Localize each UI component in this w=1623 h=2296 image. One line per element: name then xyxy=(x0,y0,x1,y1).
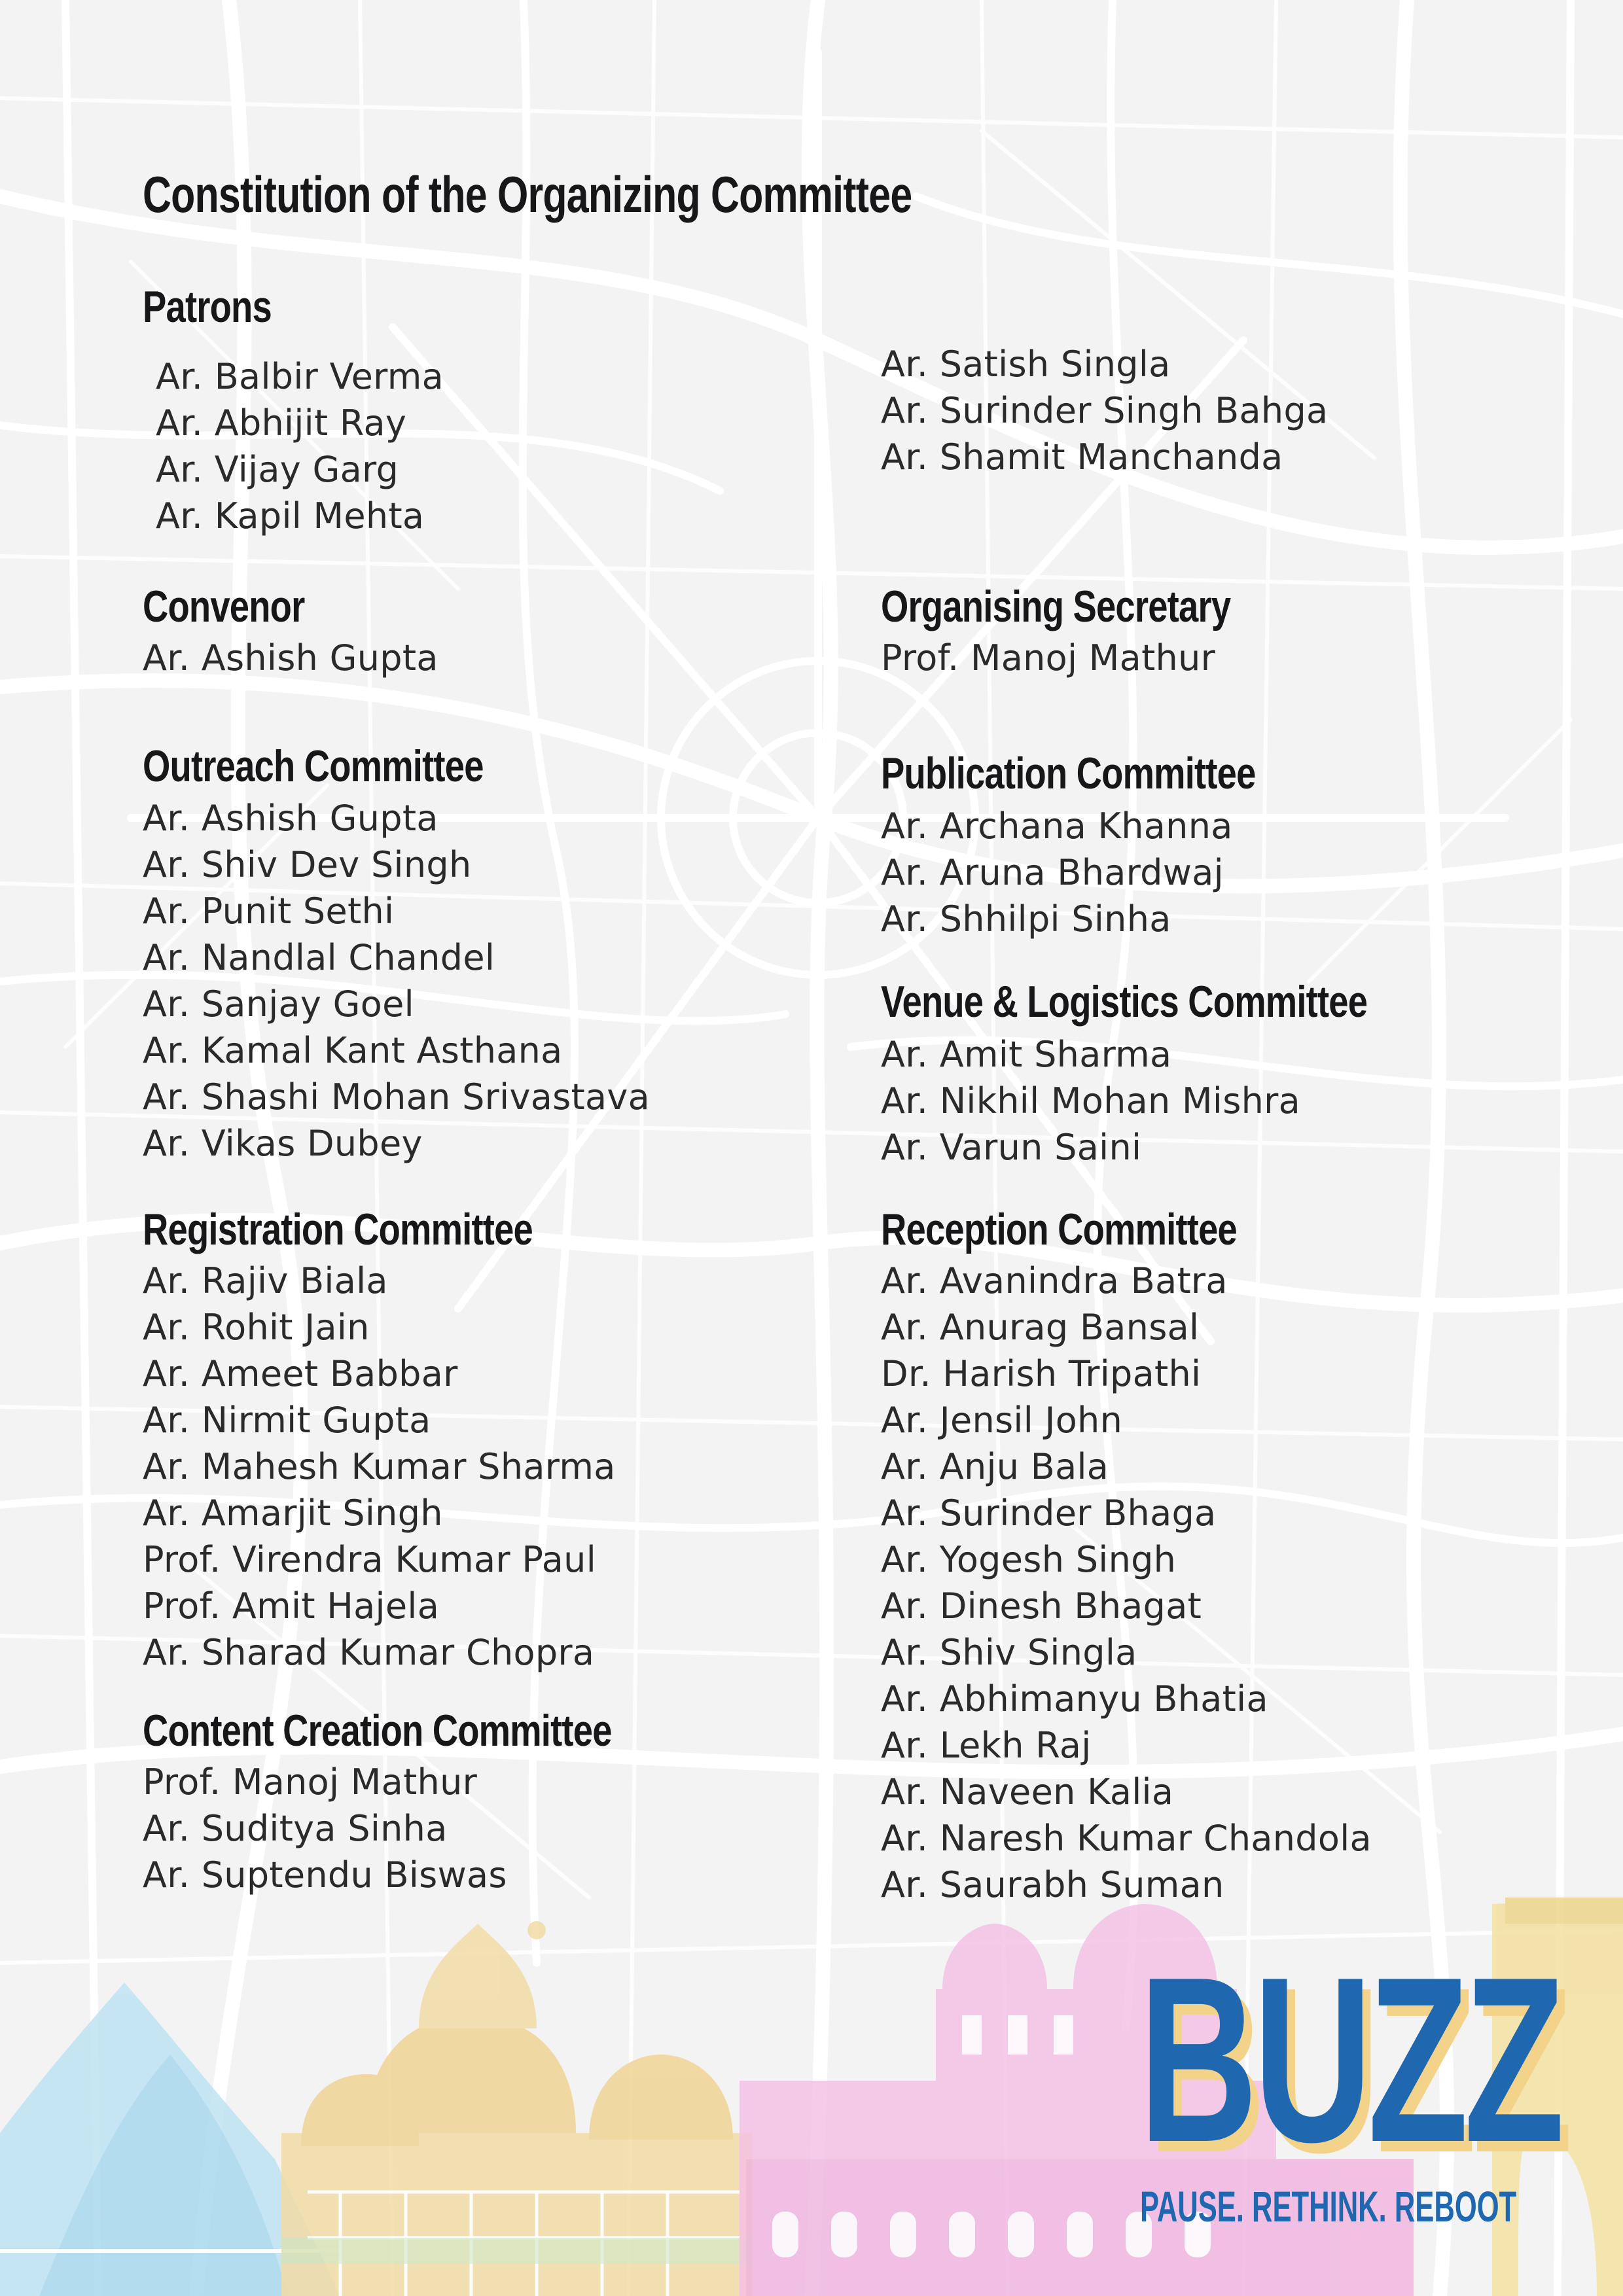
reception-list xyxy=(881,1258,1372,1908)
list-item: Ar. Naresh Kumar Chandola xyxy=(881,1818,1372,1859)
section-heading-venue-logistics: Venue & Logistics Committee xyxy=(881,977,1368,1027)
section-heading-reception: Reception Committee xyxy=(881,1205,1237,1254)
list-item: Ar. Kamal Kant Asthana xyxy=(143,1030,563,1071)
registration-list xyxy=(143,1258,616,1676)
list-item: Ar. Shiv Singla xyxy=(881,1632,1137,1673)
list-item: Prof. Virendra Kumar Paul xyxy=(143,1539,596,1580)
buzz-logo: BUZZ xyxy=(1139,1928,1560,2191)
list-item: Ar. Balbir Verma xyxy=(156,356,444,397)
list-item: Ar. Archana Khanna xyxy=(881,805,1233,847)
list-item: Ar. Amit Sharma xyxy=(881,1034,1172,1075)
list-item: Ar. Ashish Gupta xyxy=(143,637,438,679)
organising-secretary-list xyxy=(881,635,1215,681)
list-item: Prof. Manoj Mathur xyxy=(143,1761,478,1803)
section-heading-patrons: Patrons xyxy=(143,282,272,332)
buzz-tagline: PAUSE. RETHINK. REBOOT xyxy=(1140,2182,1517,2231)
list-item: Ar. Lekh Raj xyxy=(881,1725,1092,1766)
content-creation-list xyxy=(143,1759,507,1898)
list-item: Ar. Satish Singla xyxy=(881,344,1171,385)
section-heading-outreach: Outreach Committee xyxy=(143,741,484,791)
list-item: Ar. Yogesh Singh xyxy=(881,1539,1177,1580)
list-item: Ar. Suditya Sinha xyxy=(143,1808,448,1849)
list-item: Ar. Shhilpi Sinha xyxy=(881,898,1171,940)
list-item: Ar. Varun Saini xyxy=(881,1127,1142,1168)
list-item: Ar. Kapil Mehta xyxy=(156,495,425,537)
list-item: Ar. Anju Bala xyxy=(881,1446,1109,1487)
convenor-list xyxy=(143,635,438,681)
venue-logistics-list xyxy=(881,1031,1300,1171)
list-item: Ar. Rohit Jain xyxy=(143,1307,370,1348)
outreach-list xyxy=(143,795,650,1167)
list-item: Ar. Sanjay Goel xyxy=(143,983,414,1025)
list-item: Prof. Manoj Mathur xyxy=(881,637,1216,679)
list-item: Ar. Avanindra Batra xyxy=(881,1260,1228,1301)
page-title: Constitution of the Organizing Committee xyxy=(143,166,912,223)
list-item: Ar. Suptendu Biswas xyxy=(143,1854,507,1896)
list-item: Ar. Vikas Dubey xyxy=(143,1123,423,1164)
list-item: Ar. Ashish Gupta xyxy=(143,798,438,839)
list-item: Ar. Nikhil Mohan Mishra xyxy=(881,1080,1301,1122)
list-item: Ar. Abhimanyu Bhatia xyxy=(881,1678,1268,1720)
section-heading-convenor: Convenor xyxy=(143,582,305,631)
list-item: Ar. Nandlal Chandel xyxy=(143,937,495,978)
list-item: Prof. Amit Hajela xyxy=(143,1585,440,1627)
list-item: Ar. Dinesh Bhagat xyxy=(881,1585,1202,1627)
section-heading-organising-secretary: Organising Secretary xyxy=(881,582,1231,631)
list-item: Ar. Ameet Babbar xyxy=(143,1353,458,1394)
list-item: Ar. Surinder Bhaga xyxy=(881,1492,1217,1534)
list-item: Ar. Shashi Mohan Srivastava xyxy=(143,1076,651,1118)
patrons-list-left xyxy=(156,353,444,539)
list-item: Ar. Abhijit Ray xyxy=(156,402,407,444)
list-item: Ar. Nirmit Gupta xyxy=(143,1400,431,1441)
list-item: Ar. Jensil John xyxy=(881,1400,1123,1441)
patrons-list-right xyxy=(881,341,1328,480)
list-item: Ar. Punit Sethi xyxy=(143,891,395,932)
list-item: Ar. Amarjit Singh xyxy=(143,1492,443,1534)
list-item: Ar. Rajiv Biala xyxy=(143,1260,388,1301)
list-item: Dr. Harish Tripathi xyxy=(881,1353,1202,1394)
list-item: Ar. Naveen Kalia xyxy=(881,1771,1174,1812)
list-item: Ar. Shamit Manchanda xyxy=(881,436,1283,478)
list-item: Ar. Surinder Singh Bahga xyxy=(881,390,1329,431)
akshardham-temple-illustration xyxy=(281,1921,753,2296)
list-item: Ar. Anurag Bansal xyxy=(881,1307,1200,1348)
list-item: Ar. Saurabh Suman xyxy=(881,1864,1224,1905)
list-item: Ar. Shiv Dev Singh xyxy=(143,844,472,885)
list-item: Ar. Mahesh Kumar Sharma xyxy=(143,1446,616,1487)
section-heading-registration: Registration Committee xyxy=(143,1205,533,1254)
list-item: Ar. Aruna Bhardwaj xyxy=(881,852,1224,893)
publication-list xyxy=(881,803,1233,942)
section-heading-content-creation: Content Creation Committee xyxy=(143,1706,612,1756)
list-item: Ar. Sharad Kumar Chopra xyxy=(143,1632,595,1673)
list-item: Ar. Vijay Garg xyxy=(156,449,399,490)
section-heading-publication: Publication Committee xyxy=(881,749,1256,798)
